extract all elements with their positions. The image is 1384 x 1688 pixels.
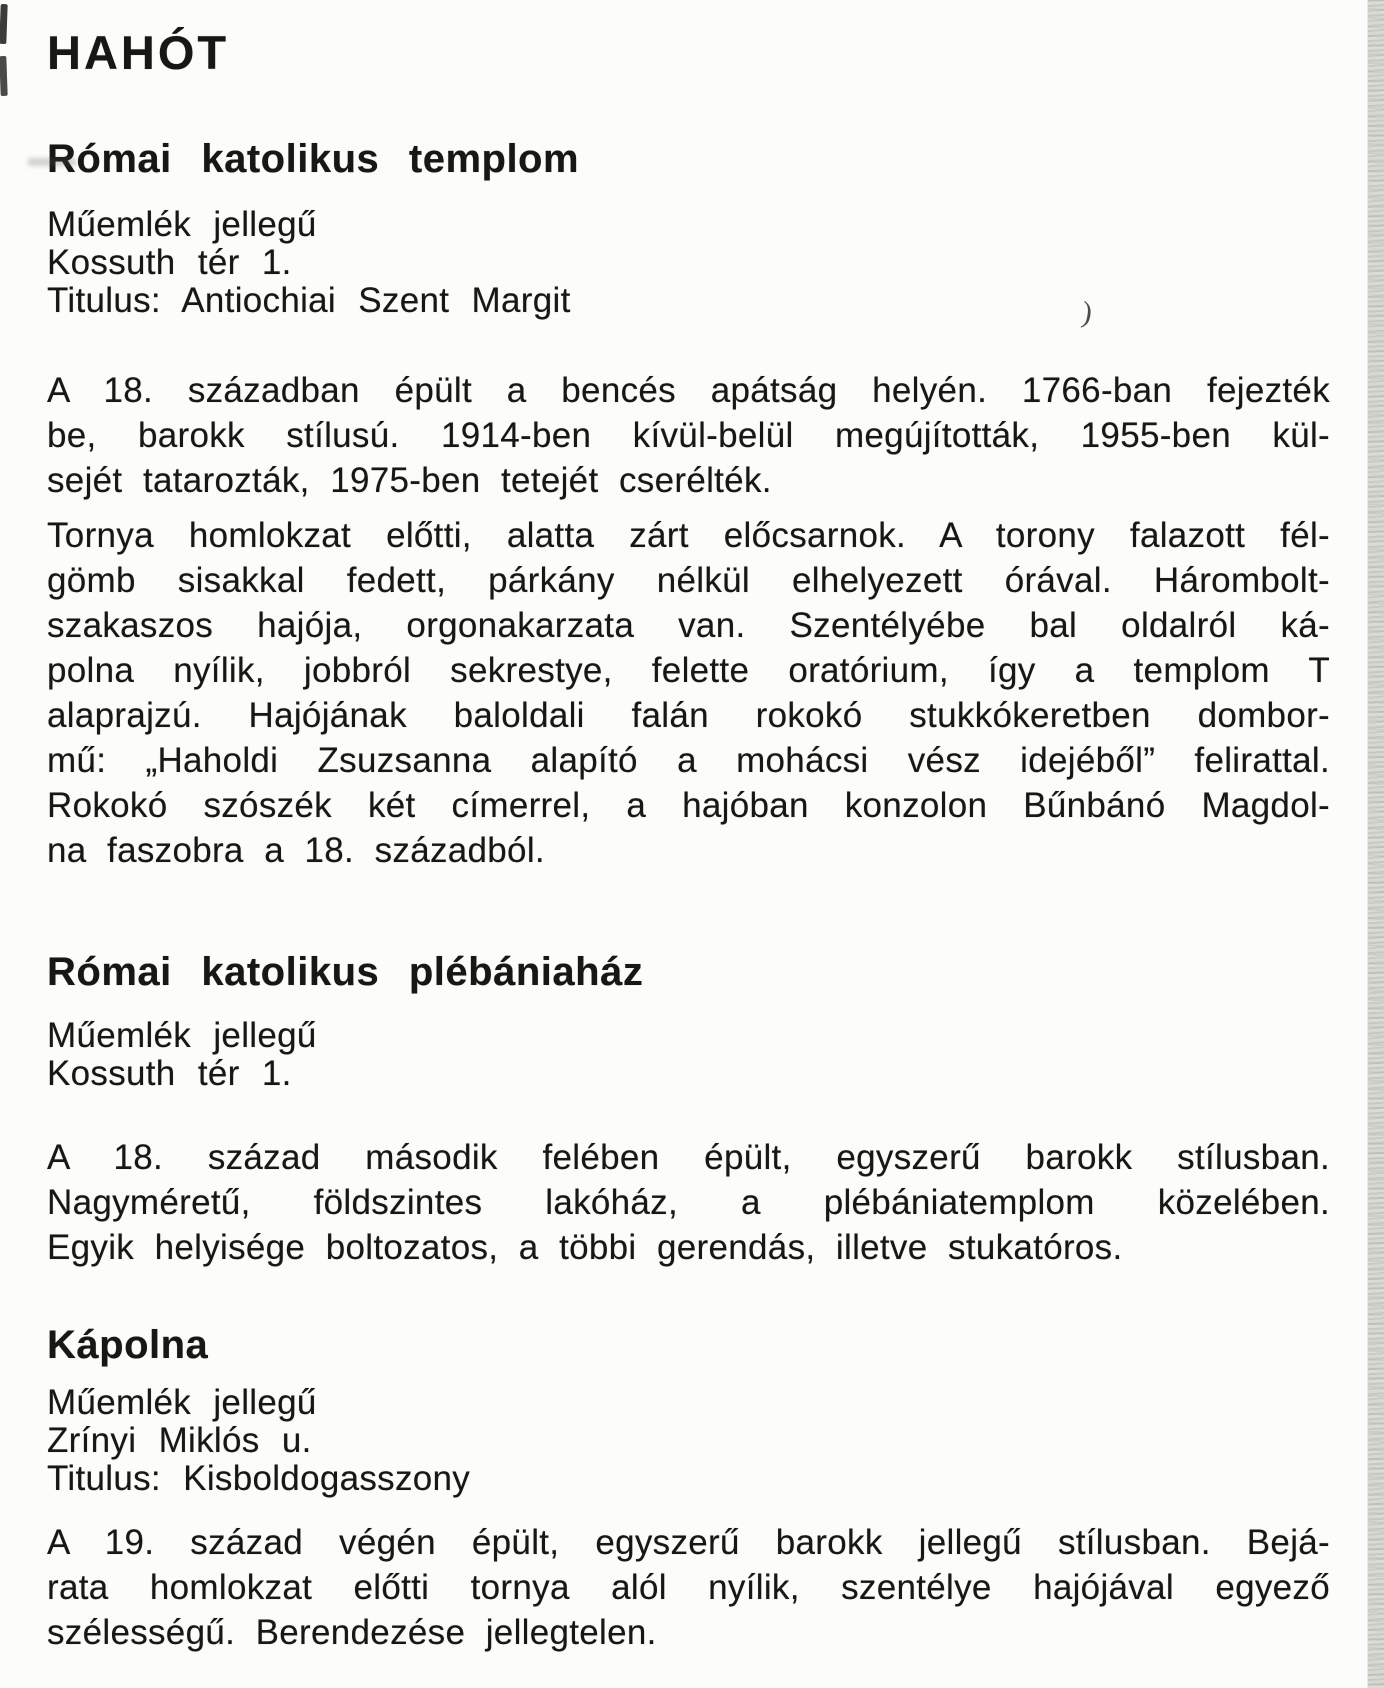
paragraph — [47, 368, 1330, 503]
text-line: Nagyméretű, földszintes lakóház, a plébániatemplom közelében. — [47, 1183, 1330, 1222]
section-kapolna — [47, 1322, 1330, 1655]
address-block — [47, 1384, 1330, 1498]
scan-artifact-left-edge-2 — [0, 56, 8, 96]
section-heading: Római katolikus plébániaház — [47, 950, 644, 994]
text-line: sejét tatarozták, 1975-ben tetejét cserélték. — [47, 461, 772, 500]
text-line: be, barokk stílusú. 1914-ben kívül-belül megújították, 1955-ben kül- — [47, 416, 1330, 455]
section-heading: Római katolikus templom — [47, 137, 580, 181]
text-line: szélességű. Berendezése jellegtelen. — [47, 1613, 657, 1652]
paragraph — [47, 513, 1330, 873]
section-heading: Kápolna — [47, 1323, 209, 1367]
text-line: alaprajzú. Hajójának baloldali falán rokokó stukkókeretben dombor- — [47, 696, 1330, 735]
text-line: mű: „Haholdi Zsuzsanna alapító a mohácsi vész idejéből” felirattal. — [47, 741, 1330, 780]
scan-artifact-stray-mark: ) — [1079, 295, 1095, 330]
text-line: A 18. században épült a bencés apátság helyén. 1766-ban fejezték — [47, 371, 1330, 410]
paragraph — [47, 1135, 1330, 1270]
text-line: rata homlokzat előtti tornya alól nyílik, szentélye hajójával egyező — [47, 1568, 1330, 1607]
text-line: gömb sisakkal fedett, párkány nélkül elhelyezett órával. Hárombolt- — [47, 561, 1330, 600]
section-romai-katolikus-templom — [47, 136, 1330, 873]
text-line: Tornya homlokzat előtti, alatta zárt előcsarnok. A torony falazott fél- — [47, 516, 1330, 555]
section-romai-katolikus-plebaniahaz — [47, 949, 1330, 1270]
monument-status-line: Műemlék jellegű — [47, 1016, 317, 1055]
text-line: Rokokó szószék két címerrel, a hajóban konzolon Bűnbánó Magdol- — [47, 786, 1330, 825]
text-line: na faszobra a 18. századból. — [47, 831, 545, 870]
paragraph — [47, 1520, 1330, 1655]
address-line: Zrínyi Miklós u. — [47, 1421, 312, 1460]
monument-status-line: Műemlék jellegű — [47, 205, 317, 244]
address-line: Kossuth tér 1. — [47, 1054, 292, 1093]
text-line: A 18. század második felében épült, egyszerű barokk stílusban. — [47, 1138, 1330, 1177]
monument-status-line: Műemlék jellegű — [47, 1383, 317, 1422]
page-title: HAHÓT — [47, 26, 230, 79]
page-binding-edge — [1367, 0, 1384, 1688]
text-line: szakaszos hajója, orgonakarzata van. Szentélyébe bal oldalról ká- — [47, 606, 1330, 645]
address-line: Kossuth tér 1. — [47, 243, 292, 282]
address-block — [47, 1017, 1330, 1093]
text-line: polna nyílik, jobbról sekrestye, felette oratórium, így a templom T — [47, 651, 1330, 690]
text-line: Egyik helyisége boltozatos, a többi gerendás, illetve stukatóros. — [47, 1228, 1123, 1267]
address-block — [47, 206, 1330, 320]
text-line: A 19. század végén épült, egyszerű barokk jellegű stílusban. Bejá- — [47, 1523, 1330, 1562]
titulus-line: Titulus: Kisboldogasszony — [47, 1459, 471, 1498]
titulus-line: Titulus: Antiochiai Szent Margit — [47, 281, 571, 320]
scan-artifact-smudge — [28, 158, 76, 166]
